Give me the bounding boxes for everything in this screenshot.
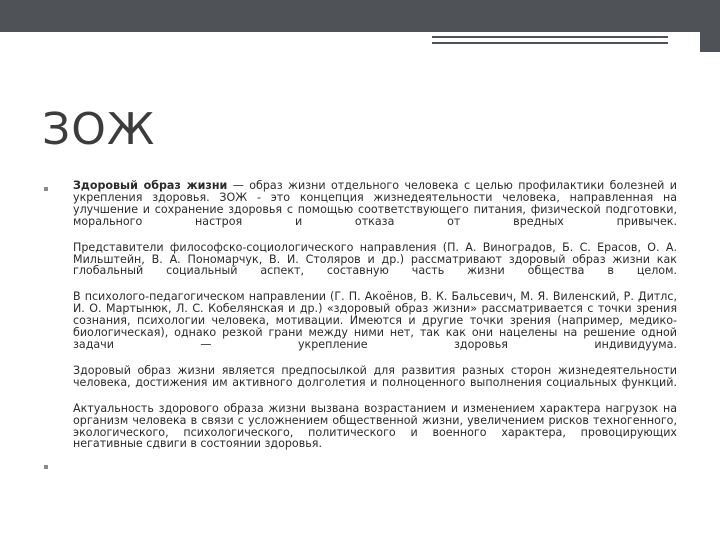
slide-title: ЗОЖ: [42, 104, 156, 155]
header-bar: [0, 0, 720, 32]
definition-text: — образ жизни отдельного человека с целью профилактики болезней и укрепления здоровья. ЗОЖ - это концепция жизнедеятельности человека, направленная на улучшение и сохранение здоровья с помощью соответствующего питания, физической подготовки, морального настроя и отказа от вредных привычек.: [73, 179, 678, 228]
bullet-marker: [44, 187, 48, 191]
header-rule-bottom: [432, 42, 668, 44]
slide-body: [73, 180, 677, 464]
paragraph-relevance: Актуальность здорового образа жизни вызвана возрастанием и изменением характера нагрузок на организм человека в связи с усложнением общественной жизни, увеличением рисков техногенного, экологического, психологического, политического и военного характера, провоцирующих негативные сдвиги в состоянии здоровья.: [73, 401, 677, 451]
paragraph-definition: [73, 180, 677, 228]
bullet-marker-empty: [44, 465, 48, 469]
header-rule-top: [432, 36, 668, 38]
header-corner-accent: [700, 0, 720, 52]
paragraph-psychological: В психолого-педагогическом направлении (Г. П. Акоёнов, В. К. Бальсевич, М. Я. Виленский, Р. Дитлс, И. О. Мартынюк, Л. С. Кобелянская и др.) «здоровый образ жизни» рассматривается с точки зрения сознания, психологии человека, мотивации. Имеются и другие точки зрения (например, медико-биологическая), однако резкой грани между ними нет, так как они нацелены на решение одной задачи — укрепление здоровья индивидуума.: [73, 290, 677, 351]
definition-term: Здоровый образ жизни: [73, 179, 228, 192]
paragraph-philosophical: Представители философско-социологического направления (П. А. Виноградов, Б. С. Ерасов, О. А. Мильштейн, В. А. Пономарчук, В. И. Столяров и др.) рассматривают здоровый образ жизни как глобальный социальный аспект, составную часть жизни общества в целом.: [73, 240, 677, 278]
paragraph-prerequisite: Здоровый образ жизни является предпосылкой для развития разных сторон жизнедеятельности человека, достижения им активного долголетия и полноценного выполнения социальных функций.: [73, 363, 677, 389]
